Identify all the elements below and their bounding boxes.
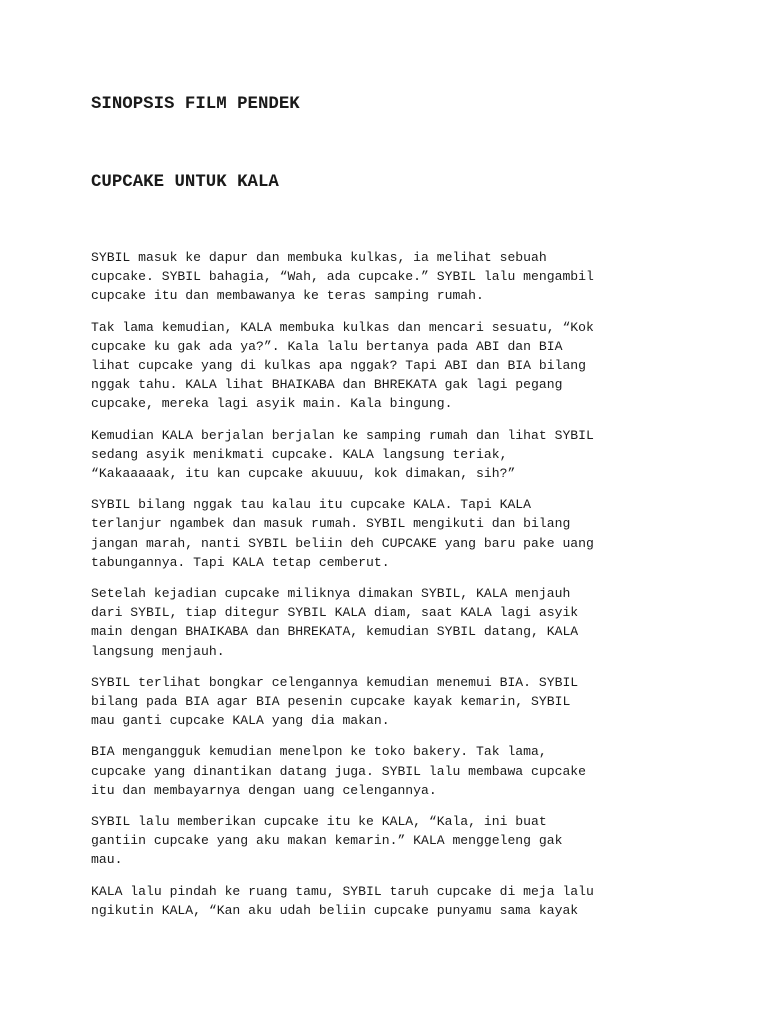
text-line: SYBIL masuk ke dapur dan membuka kulkas, ia melihat sebuah	[91, 250, 547, 265]
text-line: SYBIL lalu memberikan cupcake itu ke KALA, “Kala, ini buat	[91, 814, 547, 830]
text-line: sedang asyik menikmati cupcake. KALA langsung teriak,	[91, 446, 508, 462]
text-line: nggak tahu. KALA lihat BHAIKABA dan BHREKATA gak lagi pegang	[91, 377, 563, 393]
text-line: cupcake yang dinantikan datang juga. SYBIL lalu membawa cupcake	[91, 763, 587, 779]
text-line: BIA mengangguk kemudian menelpon ke toko bakery. Tak lama,	[91, 744, 547, 760]
paragraph-1	[91, 248, 691, 306]
paragraph-9	[91, 882, 691, 920]
paragraph-7	[91, 742, 691, 800]
document-title: SINOPSIS FILM PENDEK	[91, 95, 300, 114]
paragraph-3	[91, 426, 691, 484]
text-line: gantiin cupcake yang aku makan kemarin.” KALA menggeleng gak	[91, 833, 563, 849]
paragraph-4	[91, 495, 691, 572]
text-line: lihat cupcake yang di kulkas apa nggak? Tapi ABI dan BIA bilang	[91, 358, 587, 374]
document-subtitle: CUPCAKE UNTUK KALA	[91, 173, 279, 192]
text-line: SYBIL terlihat bongkar celengannya kemudian menemui BIA. SYBIL	[91, 674, 579, 690]
text-line: mau ganti cupcake KALA yang dia makan.	[91, 713, 390, 729]
text-line: langsung menjauh.	[91, 643, 225, 659]
paragraph-6	[91, 673, 691, 731]
text-line: SYBIL bilang nggak tau kalau itu cupcake KALA. Tapi KALA	[91, 497, 532, 513]
text-line: dari SYBIL, tiap ditegur SYBIL KALA diam, saat KALA lagi asyik	[91, 605, 579, 621]
paragraph-5	[91, 584, 691, 661]
text-line: Kemudian KALA berjalan berjalan ke samping rumah dan lihat SYBIL	[91, 427, 594, 443]
text-line: main dengan BHAIKABA dan BHREKATA, kemudian SYBIL datang, KALA	[91, 624, 579, 640]
text-line: Setelah kejadian cupcake miliknya dimakan SYBIL, KALA menjauh	[91, 586, 571, 602]
text-line: cupcake, mereka lagi asyik main. Kala bingung.	[91, 396, 453, 412]
paragraph-2	[91, 318, 691, 414]
text-line: “Kakaaaaak, itu kan cupcake akuuuu, kok dimakan, sih?”	[91, 466, 516, 482]
text-line: cupcake. SYBIL bahagia, “Wah, ada cupcake.” SYBIL lalu mengambil	[91, 269, 594, 285]
text-line: cupcake ku gak ada ya?”. Kala lalu bertanya pada ABI dan BIA	[91, 338, 563, 354]
paragraph-8	[91, 812, 691, 870]
text-line: terlanjur ngambek dan masuk rumah. SYBIL mengikuti dan bilang	[91, 516, 571, 532]
text-line: cupcake itu dan membawanya ke teras samping rumah.	[91, 288, 484, 304]
text-line: tabungannya. Tapi KALA tetap cemberut.	[91, 554, 390, 570]
text-line: mau.	[91, 852, 123, 868]
text-line: Tak lama kemudian, KALA membuka kulkas dan mencari sesuatu, “Kok	[91, 319, 594, 335]
synopsis-body	[91, 248, 691, 932]
text-line: bilang pada BIA agar BIA pesenin cupcake kayak kemarin, SYBIL	[91, 694, 571, 710]
text-line: jangan marah, nanti SYBIL beliin deh CUPCAKE yang baru pake uang	[91, 535, 594, 551]
text-line: ngikutin KALA, “Kan aku udah beliin cupcake punyamu sama kayak	[91, 902, 579, 918]
text-line: itu dan membayarnya dengan uang celengannya.	[91, 782, 437, 798]
text-line: KALA lalu pindah ke ruang tamu, SYBIL taruh cupcake di meja lalu	[91, 883, 594, 899]
